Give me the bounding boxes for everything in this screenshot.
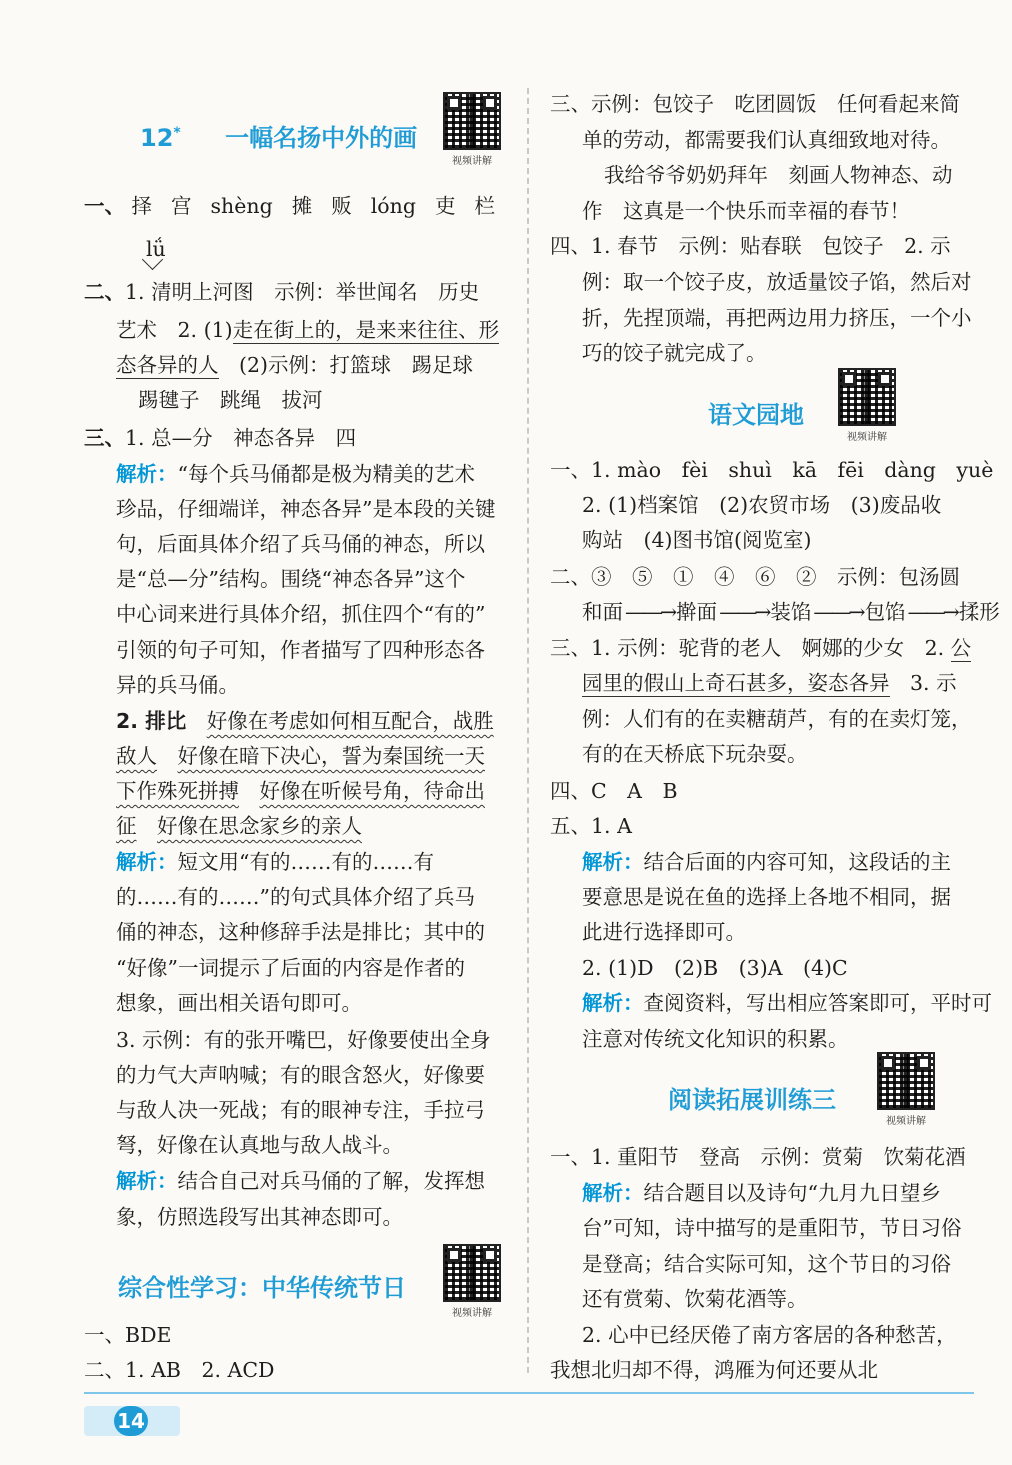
q3-2-line4: 征 好像在思念家乡的亲人 [116, 814, 362, 838]
r-q3-line: 单的劳动，都需要我们认真细致地对待。 [582, 128, 951, 152]
analysis-1: 解析：“每个兵马俑都是极为精美的艺术 [116, 462, 475, 486]
y-analysis-1-line: 要意思是说在鱼的选择上各地不相同，据 [582, 885, 951, 909]
q2-line2: 艺术 2. (1)走在街上的，是来来往往、形 [116, 318, 500, 342]
section-title-reading: 阅读拓展训练三 [668, 1086, 836, 1114]
q3-2-line3: 下作殊死拼搏 好像在听候号角，待命出 [116, 779, 485, 803]
analysis-2-line: 俑的神态，这种修辞手法是排比；其中的 [116, 920, 485, 944]
d-analysis: 解析：结合题目以及诗句“九月九日望乡 [582, 1181, 941, 1205]
analysis-2-line: “好像”一词提示了后面的内容是作者的 [116, 956, 465, 980]
q3-3-line: 与敌人决一死战；有的眼神专注，手拉弓 [116, 1098, 485, 1122]
q2-line3: 态各异的人 (2)示例：打篮球 踢足球 [116, 353, 474, 377]
y-q3-line: 例：人们有的在卖糖葫芦，有的在卖灯笼， [582, 707, 972, 731]
chain-step: 揉形 [958, 600, 1000, 624]
d-q2: 2. 心中已经厌倦了南方客居的各种愁苦， [582, 1323, 957, 1347]
qr-code-icon[interactable]: 视频讲解 [440, 1244, 504, 1319]
arrow-right-icon: ——→ [719, 600, 769, 624]
chain-step: 包馅 [864, 600, 906, 624]
y-analysis-1-line: 此进行选择即可。 [582, 920, 746, 944]
y-q5-2: 2. (1)D (2)B (3)A (4)C [582, 956, 848, 980]
arrow-right-icon: ——→ [625, 600, 675, 624]
y-analysis-2: 解析：查阅资料，写出相应答案即可，平时可 [582, 991, 992, 1015]
d-analysis-line: 是登高；结合实际可知，这个节日的习俗 [582, 1252, 951, 1276]
q3-1: 三、1. 总—分 神态各异 四 [84, 426, 357, 450]
q1-word: 择 [131, 194, 153, 218]
chain-step: 擀面 [676, 600, 718, 624]
q1-words: 一、 择 宫 shèng 摊 贩 lóng 吏 栏 [84, 194, 495, 218]
s2-q1: 一、BDE [84, 1323, 172, 1347]
q1-word: 宫 [171, 194, 192, 218]
y-q1: 一、1. mào fèi shuì kā fēi dàng yuè [550, 458, 994, 482]
analysis-1-line: 句，后面具体介绍了兵马俑的神态，所以 [116, 532, 485, 556]
q1-word: shèng [210, 194, 273, 218]
analysis-1-line: 是“总—分”结构。围绕“神态各异”这个 [116, 567, 466, 591]
q1-word: 贩 [331, 194, 352, 218]
column-divider [527, 88, 529, 1373]
q3-3-line: 弩，好像在认真地与敌人战斗。 [116, 1133, 403, 1157]
q3-2-line2: 敌人 好像在暗下决心，誓为秦国统一天 [116, 744, 485, 768]
y-q3-line: 园里的假山上奇石甚多，姿态各异 3. 示 [582, 671, 957, 695]
y-q5-1: 五、1. A [550, 814, 632, 838]
analysis-1-line: 中心词来进行具体介绍，抓住四个“有的” [116, 602, 486, 626]
analysis-3-line: 象，仿照选段写出其神态即可。 [116, 1205, 403, 1229]
r-q4: 四、1. 春节 示例：贴春联 包饺子 2. 示 [550, 234, 951, 258]
q1-word: 摊 [291, 194, 313, 218]
y-q1-line: 购站 (4)图书馆(阅览室) [582, 528, 812, 552]
d-analysis-line: 台”可知，诗中描写的是重阳节，节日习俗 [582, 1216, 962, 1240]
arrow-right-icon: ——→ [907, 600, 957, 624]
q3-3-line: 的力气大声呐喊；有的眼含怒火，好像要 [116, 1063, 485, 1087]
s2-q2: 二、1. AB 2. ACD [84, 1358, 275, 1382]
q2-line4: 踢毽子 跳绳 拔河 [138, 388, 323, 412]
r-q3-line: 我给爷爷奶奶拜年 刻画人物神态、动 [604, 163, 953, 187]
q1-word: lóng [370, 194, 416, 218]
d-q1: 一、1. 重阳节 登高 示例：赏菊 饮菊花酒 [550, 1145, 966, 1169]
y-analysis-1: 解析：结合后面的内容可知，这段话的主 [582, 850, 951, 874]
q1-word: 吏 [434, 194, 456, 218]
y-analysis-2-line: 注意对传统文化知识的积累。 [582, 1027, 849, 1051]
q3-3: 3. 示例：有的张开嘴巴，好像要使出全身 [116, 1028, 491, 1052]
q1-word: 栏 [474, 194, 495, 218]
y-q1-line: 2. (1)档案馆 (2)农贸市场 (3)废品收 [582, 493, 942, 517]
analysis-2: 解析：短文用“有的……有的……有 [116, 850, 434, 874]
analysis-1-line: 珍品，仔细端详，神态各异”是本段的关键 [116, 497, 496, 521]
analysis-2-line: 想象，画出相关语句即可。 [116, 991, 362, 1015]
page-number: 14 [114, 1406, 148, 1436]
analysis-2-line: 的……有的……”的句式具体介绍了兵马 [116, 885, 475, 909]
chain-step: 和面 [582, 600, 623, 624]
analysis-3: 解析：结合自己对兵马俑的了解，发挥想 [116, 1169, 485, 1193]
section-title-garden: 语文园地 [708, 401, 804, 429]
y-q3: 三、1. 示例：驼背的老人 婀娜的少女 2. 公 [550, 636, 972, 660]
r-q3-line: 作 这真是一个快乐而幸福的春节！ [582, 199, 910, 223]
lesson-title: 12* 一幅名扬中外的画 [140, 124, 418, 152]
q2-line1: 二、1. 清明上河图 示例：举世闻名 历史 [84, 280, 480, 304]
d-analysis-line: 还有赏菊、饮菊花酒等。 [582, 1287, 808, 1311]
arrow-right-icon: ——→ [813, 600, 863, 624]
y-q2-chain [582, 598, 1000, 626]
r-q4-line: 折，先捏顶端，再把两边用力挤压，一个小 [582, 306, 972, 330]
analysis-1-line: 异的兵马俑。 [116, 673, 239, 697]
y-q2: 二、③ ⑤ ① ④ ⑥ ② 示例：包汤圆 [550, 565, 960, 589]
analysis-1-line: 引领的句子可知，作者描写了四种形态各 [116, 638, 485, 662]
q3-2-line1: 2. 排比 好像在考虑如何相互配合，战胜 [116, 709, 494, 733]
y-q4: 四、C A B [550, 779, 678, 803]
r-q4-line: 例：取一个饺子皮，放适量饺子馅，然后对 [582, 270, 972, 294]
qr-code-icon[interactable]: 视频讲解 [440, 92, 504, 167]
y-q3-line: 有的在天桥底下玩杂耍。 [582, 742, 808, 766]
footer-rule [84, 1392, 974, 1394]
q1-extra: lǘ [146, 237, 166, 261]
r-q3: 三、示例：包饺子 吃团圆饭 任何看起来简 [550, 92, 960, 116]
qr-code-icon[interactable]: 视频讲解 [835, 368, 899, 443]
qr-code-icon[interactable]: 视频讲解 [874, 1052, 938, 1127]
section-title-festivals: 综合性学习：中华传统节日 [118, 1274, 406, 1302]
r-q4-line: 巧的饺子就完成了。 [582, 341, 767, 365]
d-q2-line: 我想北归却不得，鸿雁为何还要从北 [550, 1358, 878, 1382]
chain-step: 装馅 [770, 600, 812, 624]
